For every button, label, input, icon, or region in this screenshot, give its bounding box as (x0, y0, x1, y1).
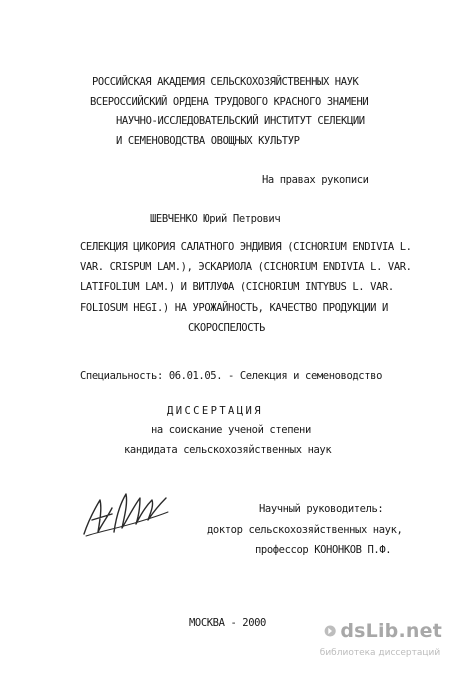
title-line-2: VAR. CRISPUM LAM.), ЭСКАРИОЛА (CICHORIUM ENDIVIA L. VAR. (80, 261, 412, 273)
dissertation-heading: ДИССЕРТАЦИЯ (167, 405, 263, 417)
supervisor-name: профессор КОНОНКОВ П.Ф. (255, 544, 392, 556)
title-line-3: LATIFOLIUM LAM.) И ВИТЛУФА (CICHORIUM INTYBUS L. VAR. (80, 281, 394, 293)
watermark-logo: dsLib.net (340, 620, 442, 642)
header-line-institute: НАУЧНО-ИССЛЕДОВАТЕЛЬСКИЙ ИНСТИТУТ СЕЛЕКЦИИ (116, 115, 365, 127)
arrow-right-icon (324, 621, 336, 641)
signature (78, 476, 172, 546)
degree-line-1: на соискание ученой степени (151, 424, 311, 436)
author-name: ШЕВЧЕНКО Юрий Петрович (150, 213, 281, 225)
supervisor-label: Научный руководитель: (259, 503, 384, 515)
header-line-seeds: И СЕМЕНОВОДСТВА ОВОЩНЫХ КУЛЬТУР (116, 135, 300, 147)
watermark-brand (318, 616, 442, 646)
degree-line-2: кандидата сельскохозяйственных наук (124, 444, 332, 456)
title-line-4: FOLIOSUM HEGI.) НА УРОЖАЙНОСТЬ, КАЧЕСТВО ПРОДУКЦИИ И (80, 302, 388, 314)
specialty-line: Специальность: 06.01.05. - Селекция и семеноводство (80, 370, 382, 382)
watermark (318, 616, 442, 664)
watermark-subtitle: библиотека диссертаций (319, 648, 441, 658)
title-line-1: СЕЛЕКЦИЯ ЦИКОРИЯ САЛАТНОГО ЭНДИВИЯ (CICHORIUM ENDIVIA L. (80, 241, 412, 253)
header-line-academy: РОССИЙСКАЯ АКАДЕМИЯ СЕЛЬСКОХОЗЯЙСТВЕННЫХ НАУК (92, 76, 359, 88)
title-line-5: СКОРОСПЕЛОСТЬ (188, 322, 265, 334)
manuscript-note: На правах рукописи (262, 174, 369, 186)
header-line-order: ВСЕРОССИЙСКИЙ ОРДЕНА ТРУДОВОГО КРАСНОГО ЗНАМЕНИ (90, 96, 369, 108)
supervisor-degree: доктор сельскохозяйственных наук, (207, 524, 403, 536)
city-year: МОСКВА - 2000 (189, 617, 266, 629)
